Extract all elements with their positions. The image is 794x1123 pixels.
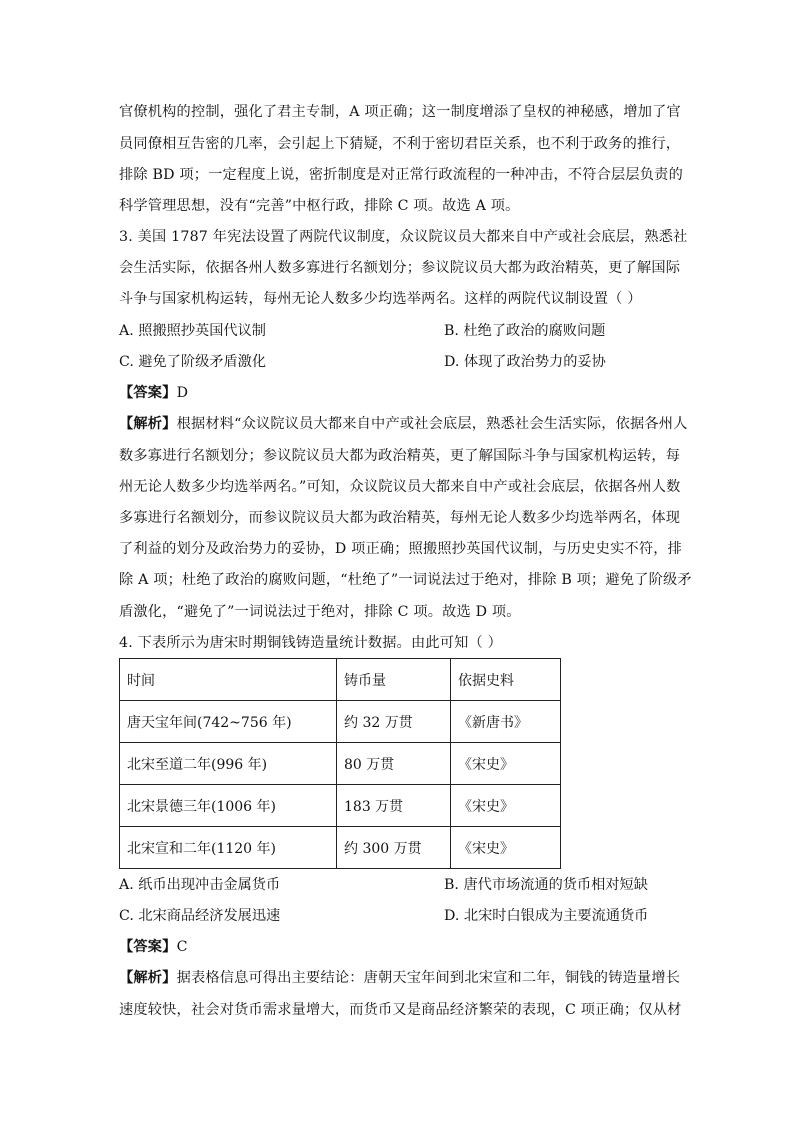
answer-value: D — [176, 385, 189, 401]
question-4-analysis-line: 速度较快，社会对货币需求量增大，而货币又是商品经济繁荣的表现，C 项正确；仅从材 — [119, 1002, 682, 1018]
table-cell: 《新唐书》 — [451, 701, 561, 743]
answer-tag: 【答案】 — [119, 939, 177, 955]
table-row — [120, 701, 561, 743]
question-4-answer — [119, 931, 679, 963]
table-cell: 北宋景德三年(1006 年) — [120, 785, 337, 827]
text-line: 员同僚相互告密的几率，会引起上下猜疑，不利于密切君臣关系，也不利于政务的推行， — [119, 136, 681, 152]
question-4-option-b: B. 唐代市场流通的货币相对短缺 — [444, 877, 648, 893]
table-cell: 约 32 万贯 — [337, 701, 451, 743]
question-3-option-b: B. 杜绝了政治的腐败问题 — [444, 323, 606, 339]
question-3-analysis-line: 除 A 项；杜绝了政治的腐败问题，“杜绝了”一词说法过于绝对，排除 B 项；避免了阶级矛 — [119, 572, 692, 588]
question-4-stem: 4. 下表所示为唐宋时期铜钱铸造量统计数据。由此可知（ ） — [119, 635, 503, 651]
question-3-option-a: A. 照搬照抄英国代议制 — [119, 323, 266, 339]
answer-value: C — [176, 939, 188, 955]
table-cell: 北宋宣和二年(1120 年) — [120, 827, 337, 869]
answer-tag: 【答案】 — [119, 385, 177, 401]
table-header-cell: 依据史料 — [451, 659, 561, 701]
question-3-option-d: D. 体现了政治势力的妥协 — [444, 354, 606, 370]
question-3-analysis-line: 了利益的划分及政治势力的妥协，D 项正确；照搬照抄英国代议制，与历史史实不符，排 — [119, 541, 683, 557]
analysis-tag: 【解析】 — [119, 970, 177, 986]
table-header-cell: 时间 — [120, 659, 337, 701]
question-3-analysis-line: 多寡进行名额划分，而参议院议员大都为政治精英，每州无论人数多少均选举两名，体现 — [119, 510, 681, 526]
question-3-analysis-line: 盾激化，“避免了”一词说法过于绝对，排除 C 项。故选 D 项。 — [119, 604, 521, 620]
question-3-stem-line: 斗争与国家机构运转，每州无论人数多少均选举两名。这样的两院代议制设置（ ） — [119, 291, 642, 307]
table-row — [120, 743, 561, 785]
question-3-analysis-line: 州无论人数多少均选举两名。”可知，众议院议员大都来自中产或社会底层，依据各州人数 — [119, 479, 681, 495]
table-header-row — [120, 659, 561, 701]
question-4-analysis-line — [119, 962, 679, 994]
table-cell: 《宋史》 — [451, 743, 561, 785]
table-cell: 约 300 万贯 — [337, 827, 451, 869]
question-4-option-a: A. 纸币出现冲击金属货币 — [119, 877, 281, 893]
analysis-text: 根据材料“众议院议员大都来自中产或社会底层，熟悉社会生活实际，依据各州人 — [176, 416, 688, 432]
question-4-option-d: D. 北宋时白银成为主要流通货币 — [444, 908, 649, 924]
table-cell: 80 万贯 — [337, 743, 451, 785]
analysis-text: 据表格信息可得出主要结论：唐朝天宝年间到北宋宣和二年，铜钱的铸造量增长 — [176, 970, 681, 986]
question-3-stem-line: 3. 美国 1787 年宪法设置了两院代议制度，众议院议员大都来自中产或社会底层，熟悉社 — [119, 229, 688, 245]
question-3-analysis-line — [119, 408, 688, 440]
text-line: 排除 BD 项；一定程度上说，密折制度是对正常行政流程的一种冲击，不符合层层负责的 — [119, 167, 683, 183]
coin-minting-table — [119, 658, 561, 869]
question-4-option-c: C. 北宋商品经济发展迅速 — [119, 908, 281, 924]
question-3-analysis-line: 数多寡进行名额划分；参议院议员大都为政治精英，更了解国际斗争与国家机构运转，每 — [119, 448, 681, 464]
question-3-stem-line: 会生活实际，依据各州人数多寡进行名额划分；参议院议员大都为政治精英，更了解国际 — [119, 260, 681, 276]
table-cell: 唐天宝年间(742~756 年) — [120, 701, 337, 743]
table-header-cell: 铸币量 — [337, 659, 451, 701]
text-line: 官僚机构的控制，强化了君主专制，A 项正确；这一制度增添了皇权的神秘感，增加了官 — [119, 104, 681, 120]
table-cell: 《宋史》 — [451, 827, 561, 869]
question-3-answer — [119, 377, 679, 409]
question-3-option-c: C. 避免了阶级矛盾激化 — [119, 354, 267, 370]
table-row — [120, 827, 561, 869]
table-cell: 183 万贯 — [337, 785, 451, 827]
analysis-tag: 【解析】 — [119, 416, 177, 432]
table-row — [120, 785, 561, 827]
table-cell: 北宋至道二年(996 年) — [120, 743, 337, 785]
text-line: 科学管理思想，没有“完善”中枢行政，排除 C 项。故选 A 项。 — [119, 198, 520, 214]
table-cell: 《宋史》 — [451, 785, 561, 827]
